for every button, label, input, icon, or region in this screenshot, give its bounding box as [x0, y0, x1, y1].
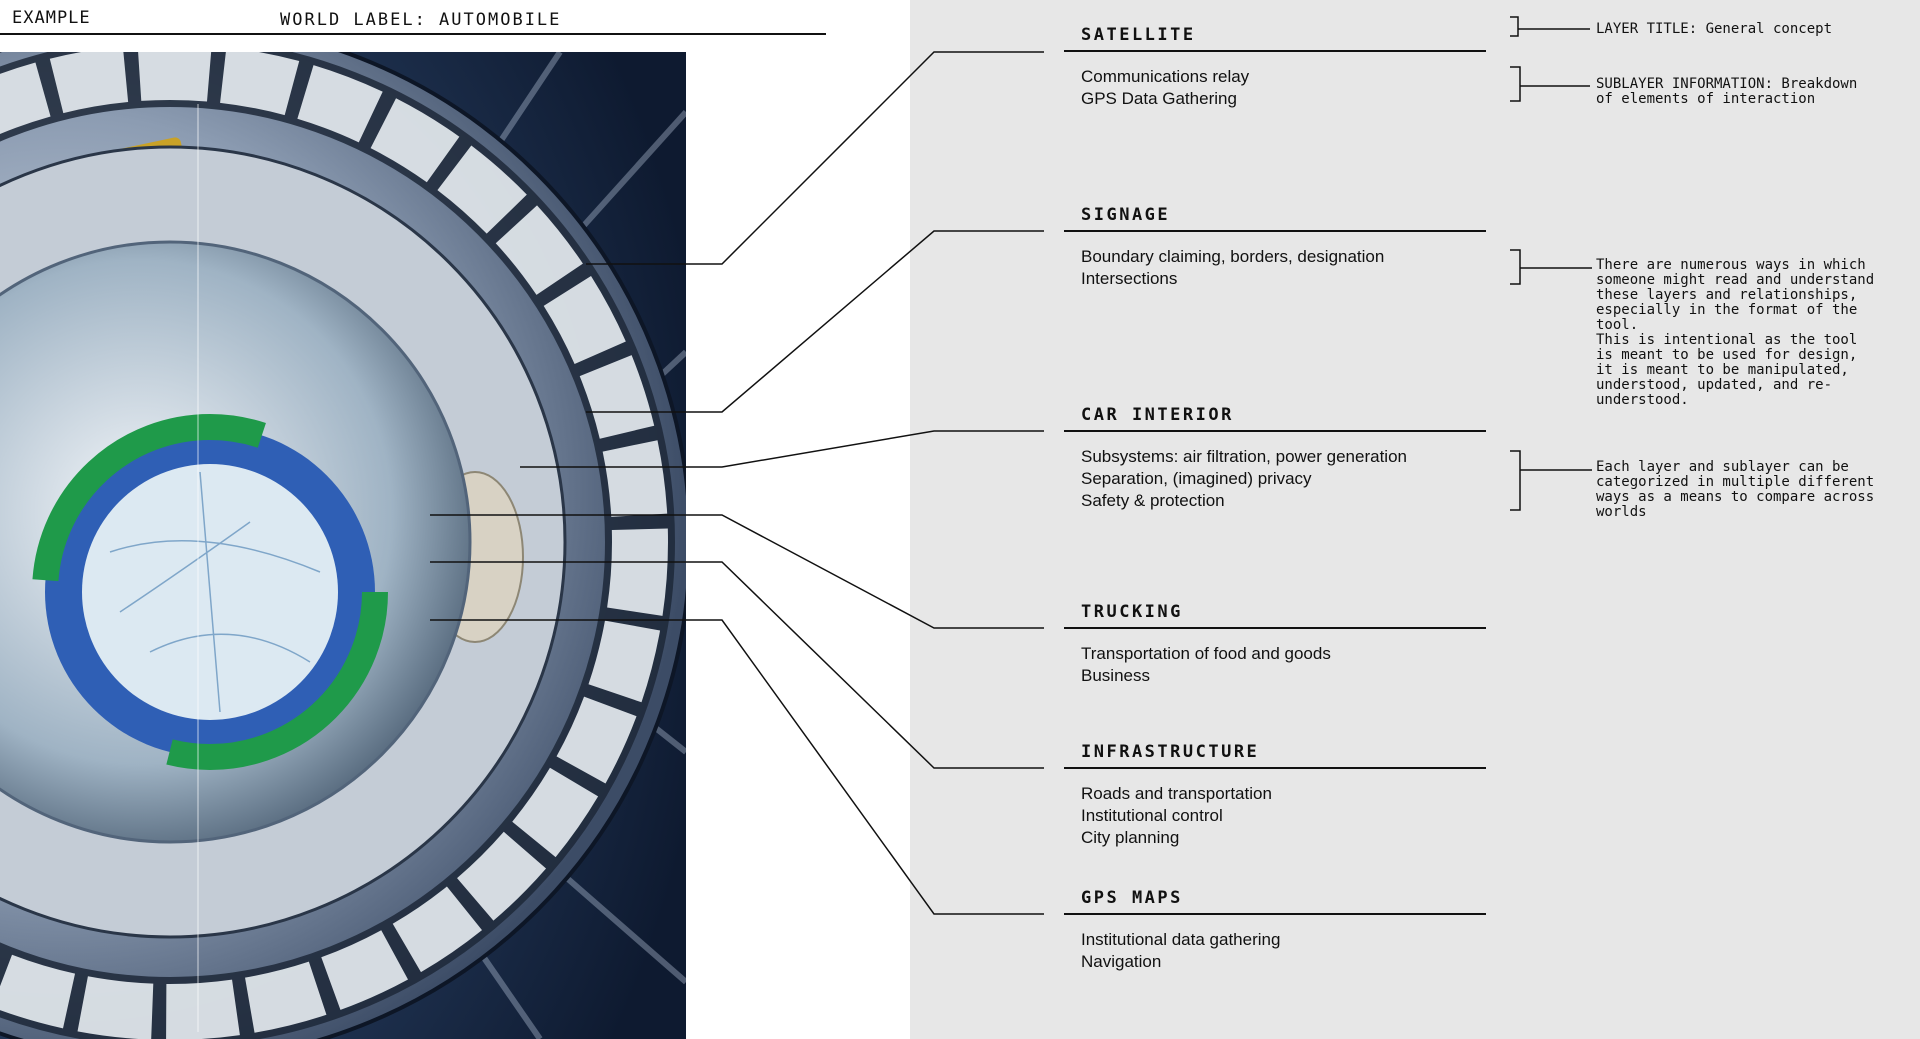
sublayer-item: Business	[1081, 666, 1150, 685]
note-sublayer-info: SUBLAYER INFORMATION: Breakdown of elements of interaction	[1596, 76, 1858, 107]
sublayer-list	[1064, 246, 1486, 290]
connector-car-interior	[520, 431, 1044, 467]
note-categorize: Each layer and sublayer can be categorized in multiple different ways as a means to compare across worlds	[1596, 459, 1875, 520]
layer-rule	[1064, 767, 1486, 769]
layer-title: INFRASTRUCTURE	[1081, 742, 1260, 762]
sublayer-item: Boundary claiming, borders, designation	[1081, 247, 1385, 266]
layer-title: SATELLITE	[1081, 25, 1196, 45]
sublayer-item: Roads and transportation	[1081, 784, 1272, 803]
layer-rule	[1064, 50, 1486, 52]
connector-gps-maps	[430, 620, 1044, 914]
sublayer-item: Institutional control	[1081, 806, 1223, 825]
sublayer-item: City planning	[1081, 828, 1180, 847]
sublayer-item: Separation, (imagined) privacy	[1081, 469, 1312, 488]
sublayer-list	[1064, 783, 1486, 849]
bracket-categorize	[1510, 451, 1520, 510]
sublayer-item: Transportation of food and goods	[1081, 644, 1331, 663]
sublayer-list	[1064, 446, 1486, 512]
note-reading: There are numerous ways in which someone might read and understand these layers and relationships, especially in the format of the tool. This is intentional as the tool is meant to be used for design, it is meant to be manipulated, understood, updated, and re- understood.	[1596, 257, 1875, 408]
bracket-reading	[1510, 250, 1520, 284]
layer-rule	[1064, 913, 1486, 915]
sublayer-item: Navigation	[1081, 952, 1162, 971]
example-label: EXAMPLE	[12, 8, 91, 28]
layer-title: SIGNAGE	[1081, 205, 1171, 225]
sublayer-item: Subsystems: air filtration, power generation	[1081, 447, 1407, 466]
sublayer-list	[1064, 66, 1486, 110]
note-layer-title: LAYER TITLE: General concept	[1596, 21, 1833, 37]
layer-gps-maps	[1064, 887, 1486, 973]
layer-rule	[1064, 627, 1486, 629]
sublayer-item: GPS Data Gathering	[1081, 89, 1237, 108]
layer-rule	[1064, 230, 1486, 232]
connector-trucking	[430, 515, 1044, 628]
layer-title: TRUCKING	[1081, 602, 1183, 622]
connector-infrastructure	[430, 562, 1044, 768]
world-label: WORLD LABEL: AUTOMOBILE	[280, 10, 562, 30]
sublayer-item: Communications relay	[1081, 67, 1250, 86]
layer-satellite	[1064, 24, 1486, 110]
layer-infrastructure	[1064, 741, 1486, 849]
layer-car-interior	[1064, 404, 1486, 512]
bracket-sublayer	[1510, 67, 1520, 101]
bracket-layer-title	[1510, 17, 1518, 36]
sublayer-list	[1064, 643, 1486, 687]
layer-title: CAR INTERIOR	[1081, 405, 1234, 425]
connector-signage	[586, 231, 1044, 412]
layer-rule	[1064, 430, 1486, 432]
layer-signage	[1064, 204, 1486, 290]
layer-title: GPS MAPS	[1081, 888, 1183, 908]
layer-trucking	[1064, 601, 1486, 687]
connector-satellite	[586, 52, 1044, 264]
sublayer-item: Institutional data gathering	[1081, 930, 1281, 949]
sublayer-list	[1064, 929, 1486, 973]
sublayer-item: Safety & protection	[1081, 491, 1225, 510]
sublayer-item: Intersections	[1081, 269, 1178, 288]
